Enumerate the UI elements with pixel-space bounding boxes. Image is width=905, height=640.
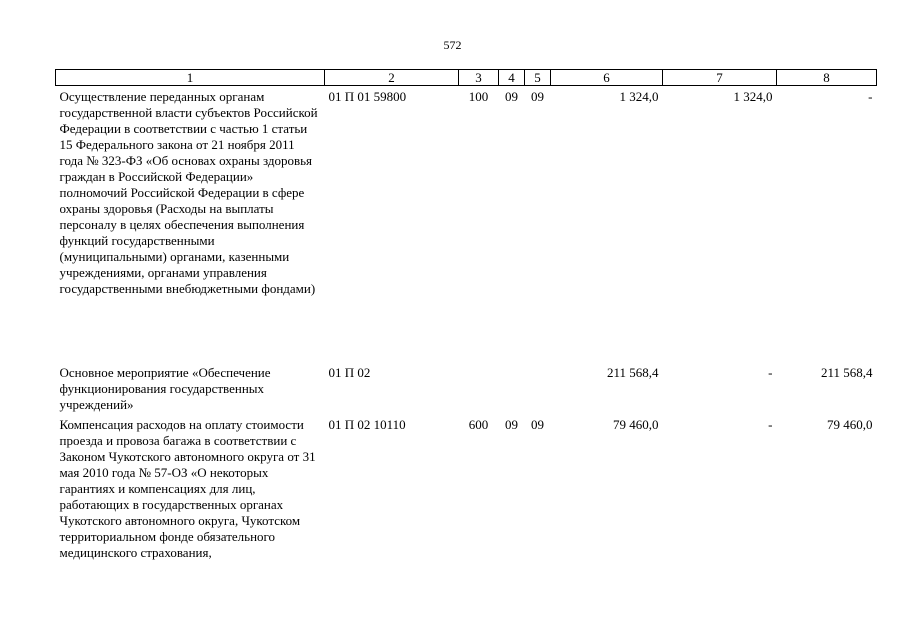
row-col-4 xyxy=(499,362,525,414)
column-header: 5 xyxy=(525,70,551,86)
row-col-3: 600 xyxy=(468,417,489,432)
column-header: 8 xyxy=(777,70,877,86)
table-row xyxy=(56,362,877,414)
column-header: 6 xyxy=(551,70,663,86)
table-row xyxy=(56,86,877,363)
row-col-8: - xyxy=(868,89,873,104)
row-col-4: 09 xyxy=(505,89,518,104)
column-header: 1 xyxy=(56,70,325,86)
row-col-8: 79 460,0 xyxy=(827,417,873,432)
column-header: 7 xyxy=(663,70,777,86)
column-header: 3 xyxy=(459,70,499,86)
row-col-7: 1 324,0 xyxy=(733,89,773,104)
column-header: 4 xyxy=(499,70,525,86)
row-col-5: 09 xyxy=(531,417,544,432)
row-col-7: - xyxy=(768,417,773,432)
row-name: Компенсация расходов на оплату стоимости проезда и провоза багажа в соответствии с Законом Чукотского автономного округа от 31 мая 2010 года № 57-ОЗ «О некоторых гарантиях и компенсациях для лиц, работающих в государственных органах Чукотского автономного округа, Чукотском территориальном фонде обязательного медицинского страхования, xyxy=(59,417,316,560)
row-col-7: - xyxy=(768,365,773,380)
row-col-4: 09 xyxy=(505,417,518,432)
row-col-8: 211 568,4 xyxy=(820,365,873,380)
row-code: 01 П 02 xyxy=(328,365,371,380)
header-row xyxy=(56,70,877,86)
row-col-5: 09 xyxy=(531,89,544,104)
column-header: 2 xyxy=(325,70,459,86)
budget-table xyxy=(55,69,877,562)
row-col-6: 79 460,0 xyxy=(613,417,659,432)
row-col-6: 1 324,0 xyxy=(619,89,659,104)
row-code: 01 П 02 10110 xyxy=(328,417,406,432)
table-row xyxy=(56,414,877,562)
row-col-3: 100 xyxy=(468,89,489,104)
row-col-5 xyxy=(525,362,551,414)
page-number: 572 xyxy=(443,38,462,52)
row-name: Основное мероприятие «Обеспечение функционирования государственных учреждений» xyxy=(59,365,271,412)
row-col-6: 211 568,4 xyxy=(606,365,659,380)
row-name: Осуществление переданных органам государственной власти субъектов Российской Федерации в соответствии с частью 1 статьи 15 Федерального закона от 21 ноября 2011 года № 323-ФЗ «Об основах охраны здоровья граждан в Российской Федерации» полномочий Российской Федерации в сфере охраны здоровья (Расходы на выплаты персоналу в целях обеспечения выполнения функций государственными (муниципальными) органами, казенными учреждениями, органами управления государственными внебюджетными фондами) xyxy=(59,89,318,296)
row-code: 01 П 01 59800 xyxy=(328,89,407,104)
row-col-3 xyxy=(459,362,499,414)
